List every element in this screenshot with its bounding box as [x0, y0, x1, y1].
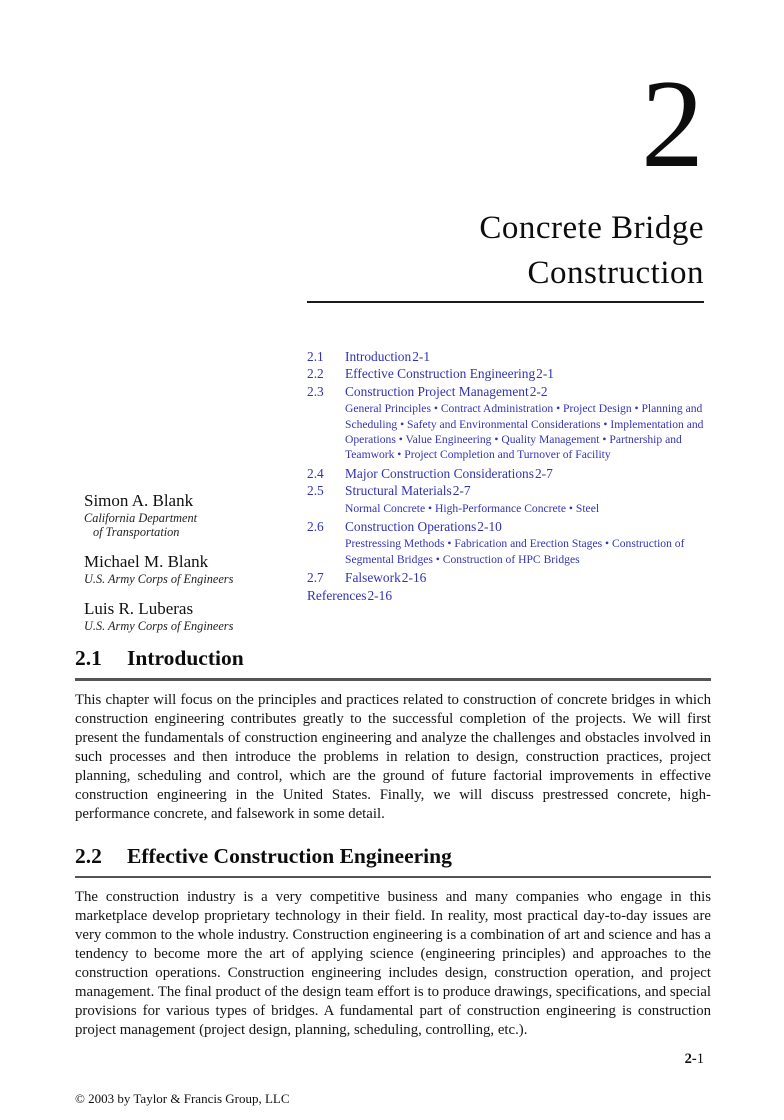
page-number-chapter: 2-: [684, 1051, 697, 1067]
toc-entry-page: 2-16: [401, 570, 427, 586]
affiliation-line1: U.S. Army Corps of Engineers: [84, 572, 234, 586]
author-michael-blank: [84, 552, 284, 586]
toc-subentries-construction-operations: Prestressing Methods • Fabrication and Erection Stages • Construction of Segmental Bridges • Construction of HPC Bridges: [345, 537, 685, 566]
toc-entry-construction-operations[interactable]: [307, 518, 704, 535]
toc-entry-title: Major Construction Considerations: [345, 465, 534, 481]
toc-entry-falsework[interactable]: [307, 569, 704, 586]
author-simon-blank: [84, 491, 284, 539]
author-name: Michael M. Blank: [84, 552, 209, 571]
toc-entry-number: 2.7: [307, 570, 324, 586]
toc-entry-number: 2.2: [307, 366, 324, 382]
section-heading: [75, 645, 711, 671]
section-title: Effective Construction Engineering: [127, 843, 452, 868]
title-rule: [307, 301, 704, 303]
section-body-paragraph: This chapter will focus on the principles and practices related to construction of concrete bridges in which construction engineering contributes greatly to the successful completion of the projects. We will first present the fundamentals of construction engineering and analyze the challenges and obstacles involved in such processes and then introduce the problems in relation to design, construction practices, project planning, scheduling and control, which are the ground of future factorial improvements in effective construction engineering in the United States. Finally, we will discuss prestressed concrete, high-performance concrete, and falsework in some detail.: [75, 691, 711, 822]
chapter-number: 2: [641, 55, 704, 194]
toc-entry-title: Structural Materials: [345, 483, 452, 499]
page-number-page: 1: [696, 1051, 704, 1067]
section-title: Introduction: [127, 646, 244, 670]
toc-entry-page: 2-10: [477, 519, 502, 535]
author-affiliation: [84, 572, 284, 586]
toc-entry-number: 2.6: [307, 519, 324, 535]
author-name: Simon A. Blank: [84, 491, 194, 510]
affiliation-line1: California Department: [84, 511, 198, 525]
toc-entry-effective-construction-engineering[interactable]: [307, 365, 704, 382]
toc-subentries-construction-project-management: General Principles • Contract Administration • Project Design • Planning and Scheduling • Safety and Environmental Considerations • Implementation and Operations • Value Engineering • Quality Management • Partnership and Teamwork • Project Completion and Turnover of Facility: [345, 402, 704, 462]
toc-entry-page: 2-2: [529, 383, 548, 399]
author-block: [84, 491, 284, 646]
section-body-paragraph: The construction industry is a very competitive business and many companies who engage in this marketplace develop proprietary technology in their field. In reality, most practical day-to-day issues are very common to the whole industry. Construction engineering is a combination of art and science and has a tendency to become more the art of applying science (engineering principles) and approaches to the construction operations. Construction engineering includes design, construction operation, and project management. The final product of the design team effort is to produce drawings, specifications, and special provisions for various types of bridges. A fundamental part of construction engineering is construction project management (project design, planning, scheduling, controlling, etc.).: [75, 889, 711, 1038]
section-effective-construction-engineering: [75, 843, 711, 1041]
section-heading-rule: [75, 678, 711, 681]
toc-entry-title: Effective Construction Engineering: [345, 366, 536, 382]
author-affiliation: [84, 511, 284, 539]
toc-entry-page: 2-7: [452, 483, 471, 499]
toc-entry-construction-project-management[interactable]: [307, 383, 704, 400]
main-content: [75, 645, 711, 1040]
affiliation-line1: U.S. Army Corps of Engineers: [84, 619, 234, 633]
toc-entry-structural-materials[interactable]: [307, 482, 704, 499]
toc-entry-title: Falsework: [345, 570, 401, 586]
affiliation-line2: of Transportation: [93, 525, 180, 539]
chapter-title-line2: Construction: [527, 255, 704, 291]
toc-entry-number: 2.4: [307, 465, 324, 481]
section-heading-rule: [75, 876, 711, 879]
toc-entry-page: 2-16: [367, 587, 393, 603]
author-name: Luis R. Luberas: [84, 599, 194, 618]
toc-entry-number: 2.3: [307, 383, 324, 399]
toc-entry-number: 2.1: [307, 349, 324, 364]
toc-entry-title: Introduction: [345, 349, 412, 364]
toc-entry-page: 2-7: [534, 465, 553, 481]
toc-entry-major-construction-considerations[interactable]: [307, 465, 704, 482]
toc-subentries-structural-materials: Normal Concrete • High-Performance Concrete • Steel: [345, 501, 600, 515]
page-number: [685, 1051, 704, 1068]
toc-entry-page: 2-1: [412, 349, 431, 364]
copyright-notice: © 2003 by Taylor & Francis Group, LLC: [75, 1091, 290, 1106]
section-number: 2.2: [75, 843, 102, 868]
section-heading: [75, 843, 711, 869]
author-affiliation: [84, 619, 284, 633]
chapter-title: [479, 206, 704, 296]
toc-entry-references[interactable]: [307, 587, 704, 604]
toc-entry-title: Construction Project Management: [345, 383, 529, 399]
author-luis-luberas: [84, 599, 284, 633]
toc-entry-introduction[interactable]: [307, 348, 704, 365]
section-introduction: [75, 645, 711, 824]
toc-entry-number: 2.5: [307, 483, 324, 499]
chapter-title-line1: Concrete Bridge: [479, 210, 704, 246]
toc-entry-title: References: [307, 587, 367, 603]
toc-entry-title: Construction Operations: [345, 519, 477, 535]
table-of-contents: [307, 348, 704, 604]
toc-entry-page: 2-1: [536, 366, 555, 382]
section-number: 2.1: [75, 646, 102, 670]
